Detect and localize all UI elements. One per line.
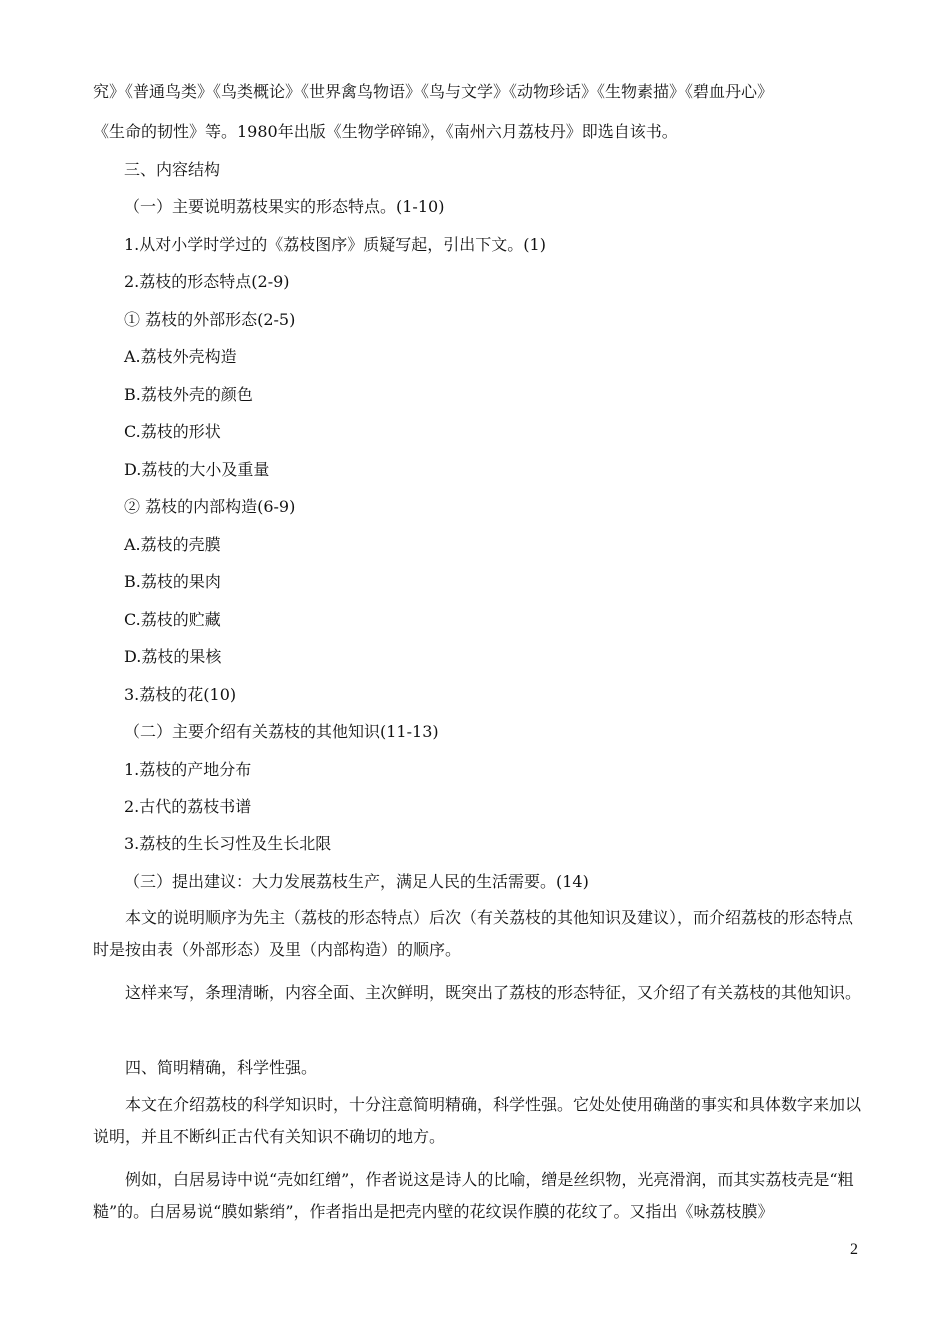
- text-line-1: 究》《普通鸟类》《鸟类概论》《世界禽鸟物语》《鸟与文学》《动物珍话》《生物素描》《碧血丹心》: [93, 82, 774, 101]
- outline-item: B.荔枝外壳的颜色: [124, 385, 253, 404]
- body-paragraph: 例如，白居易诗中说“壳如红缯”，作者说这是诗人的比喻，缯是丝织物，光亮滑润，而其实荔枝壳是“粗糙”的。白居易说“膜如紫绡”，作者指出是把壳内壁的花纹误作膜的花纹了。又指出《咏荔枝膜》: [93, 1170, 854, 1221]
- text-line-2: 《生命的韧性》等。1980年出版《生物学碎锦》，《南州六月荔枝丹》即选自该书。: [93, 122, 678, 141]
- outline-item: ② 荔枝的内部构造(6-9): [124, 497, 296, 516]
- body-paragraph: 本文在介绍荔枝的科学知识时，十分注意简明精确，科学性强。它处处使用确凿的事实和具体数字来加以说明，并且不断纠正古代有关知识不确切的地方。: [93, 1095, 862, 1146]
- subsection-heading-1: （一）主要说明荔枝果实的形态特点。(1-10): [124, 197, 445, 216]
- outline-item: 2.荔枝的形态特点(2-9): [124, 272, 290, 291]
- outline-item: D.荔枝的大小及重量: [124, 460, 270, 479]
- outline-item: 3.荔枝的生长习性及生长北限: [124, 834, 332, 853]
- outline-item: 2.古代的荔枝书谱: [124, 797, 252, 816]
- outline-item: A.荔枝的壳膜: [124, 535, 221, 554]
- outline-item: ① 荔枝的外部形态(2-5): [124, 310, 296, 329]
- outline-item: A.荔枝外壳构造: [124, 347, 237, 366]
- outline-item: 1.荔枝的产地分布: [124, 760, 252, 779]
- subsection-heading-3: （三）提出建议：大力发展荔枝生产，满足人民的生活需要。(14): [124, 872, 589, 891]
- outline-item: 1.从对小学时学过的《荔枝图序》质疑写起，引出下文。(1): [124, 235, 546, 254]
- section-heading-concise: 四、简明精确，科学性强。: [125, 1058, 318, 1077]
- outline-item: 3.荔枝的花(10): [124, 685, 237, 704]
- outline-item: D.荔枝的果核: [124, 647, 222, 666]
- body-paragraph: 这样来写，条理清晰，内容全面、主次鲜明，既突出了荔枝的形态特征，又介绍了有关荔枝的其他知识。: [125, 983, 862, 1002]
- subsection-heading-2: （二）主要介绍有关荔枝的其他知识(11-13): [124, 722, 439, 741]
- outline-item: C.荔枝的贮藏: [124, 610, 221, 629]
- outline-item: C.荔枝的形状: [124, 422, 221, 441]
- outline-item: B.荔枝的果肉: [124, 572, 221, 591]
- body-paragraph: 本文的说明顺序为先主（荔枝的形态特点）后次（有关荔枝的其他知识及建议），而介绍荔枝的形态特点时是按由表（外部形态）及里（内部构造）的顺序。: [93, 908, 854, 959]
- page-number: 2: [850, 1241, 858, 1258]
- section-heading-content-structure: 三、内容结构: [124, 160, 221, 179]
